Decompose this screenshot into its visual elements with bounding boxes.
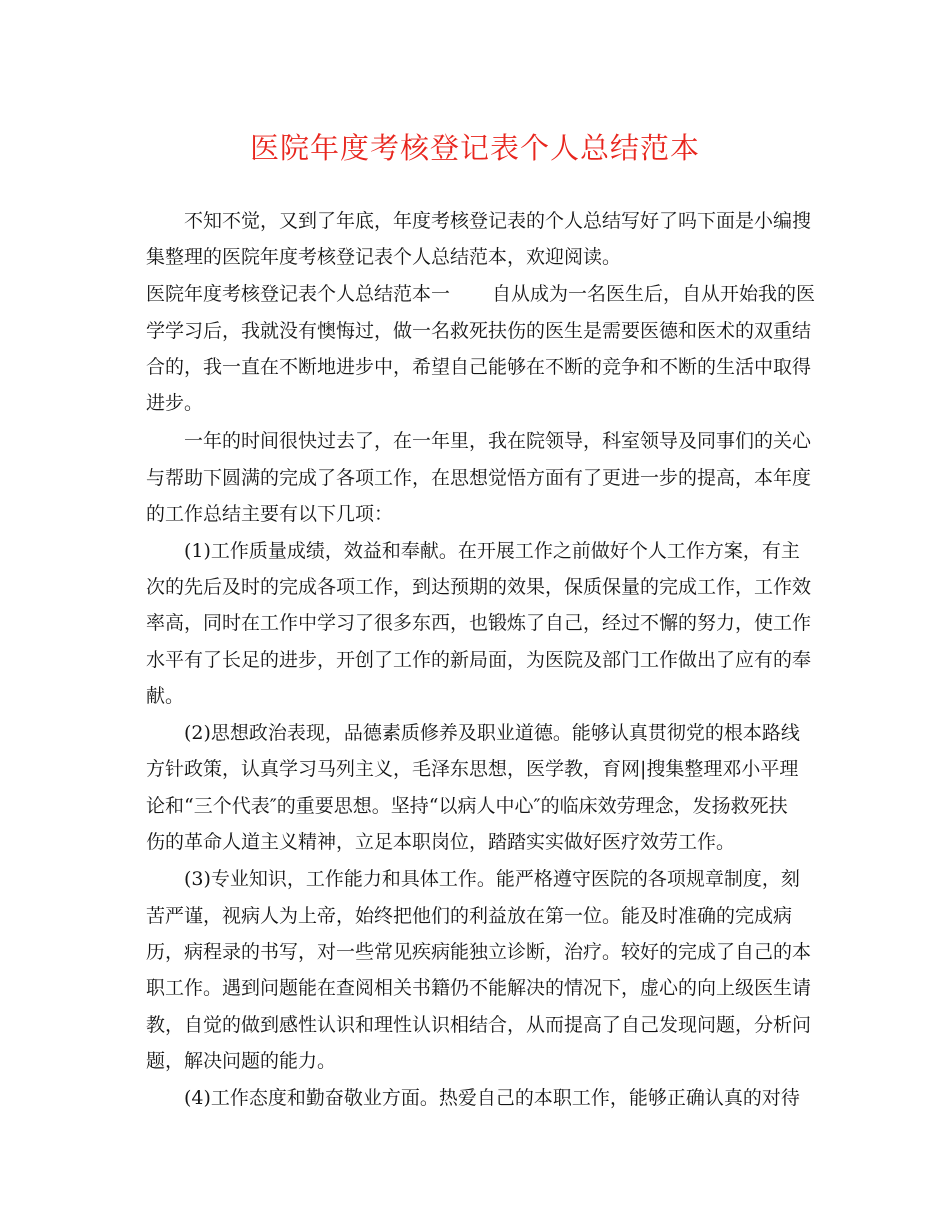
- paragraph-line: 献。: [146, 685, 185, 707]
- paragraph-line: 水平有了长足的进步，开创了工作的新局面，为医院及部门工作做出了应有的奉: [146, 649, 812, 671]
- paragraph-line: 的工作总结主要有以下几项：: [146, 503, 394, 525]
- paragraph-text: 自从成为一名医生后，自从开始我的医: [492, 283, 816, 305]
- paragraph-line: 论和“三个代表″的重要思想。坚持“以病人中心″的临床效劳理念，发扬救死扶: [146, 795, 788, 817]
- paragraph-line: 集整理的医院年度考核登记表个人总结范本，欢迎阅读。: [146, 246, 622, 268]
- document-title: 医院年度考核登记表个人总结范本: [249, 131, 700, 165]
- paragraph-line: 不知不觉，又到了年底，年度考核登记表的个人总结写好了吗下面是小编搜: [184, 210, 812, 232]
- paragraph-line: (2)思想政治表现，品德素质修养及职业道德。能够认真贯彻党的根本路线: [184, 722, 800, 744]
- paragraph-line: 伤的革命人道主义精神，立足本职岗位，踏踏实实做好医疗效劳工作。: [146, 831, 736, 853]
- paragraph-line: 方针政策，认真学习马列主义，毛泽东思想，医学教，育网|搜集整理邓小平理: [146, 758, 799, 780]
- paragraph-line: 率高，同时在工作中学习了很多东西，也锻炼了自己，经过不懈的努力，使工作: [146, 612, 812, 634]
- paragraph-line: (3)专业知识，工作能力和具体工作。能严格遵守医院的各项规章制度，刻: [184, 868, 800, 890]
- paragraph-line: 职工作。遇到问题能在查阅相关书籍仍不能解决的情况下，虚心的向上级医生请: [146, 977, 812, 999]
- paragraph-line: (4)工作态度和勤奋敬业方面。热爱自己的本职工作，能够正确认真的对待: [184, 1087, 800, 1109]
- paragraph-line: (1)工作质量成绩，效益和奉献。在开展工作之前做好个人工作方案，有主: [184, 540, 800, 562]
- paragraph-line: 次的先后及时的完成各项工作，到达预期的效果，保质保量的完成工作，工作效: [146, 576, 812, 598]
- paragraph-line: 与帮助下圆满的完成了各项工作，在思想觉悟方面有了更进一步的提高，本年度: [146, 467, 812, 489]
- paragraph-line: 历，病程录的书写，对一些常见疾病能独立诊断，治疗。较好的完成了自己的本: [146, 941, 812, 963]
- section-heading: 医院年度考核登记表个人总结范本一: [146, 283, 451, 305]
- paragraph-line: 一年的时间很快过去了，在一年里，我在院领导，科室领导及同事们的关心: [184, 430, 812, 452]
- paragraph-line: 题，解决问题的能力。: [146, 1050, 337, 1072]
- paragraph-line: 学学习后，我就没有懊悔过，做一名救死扶伤的医生是需要医德和医术的双重结: [146, 320, 812, 342]
- paragraph-line: 进步。: [146, 392, 204, 414]
- paragraph-line: 合的，我一直在不断地进步中，希望自己能够在不断的竞争和不断的生活中取得: [146, 356, 812, 378]
- paragraph-line: 教，自觉的做到感性认识和理性认识相结合，从而提高了自己发现问题，分析问: [146, 1014, 812, 1036]
- section-heading-line: [146, 281, 815, 307]
- paragraph-line: 苦严谨，视病人为上帝，始终把他们的利益放在第一位。能及时准确的完成病: [146, 905, 793, 927]
